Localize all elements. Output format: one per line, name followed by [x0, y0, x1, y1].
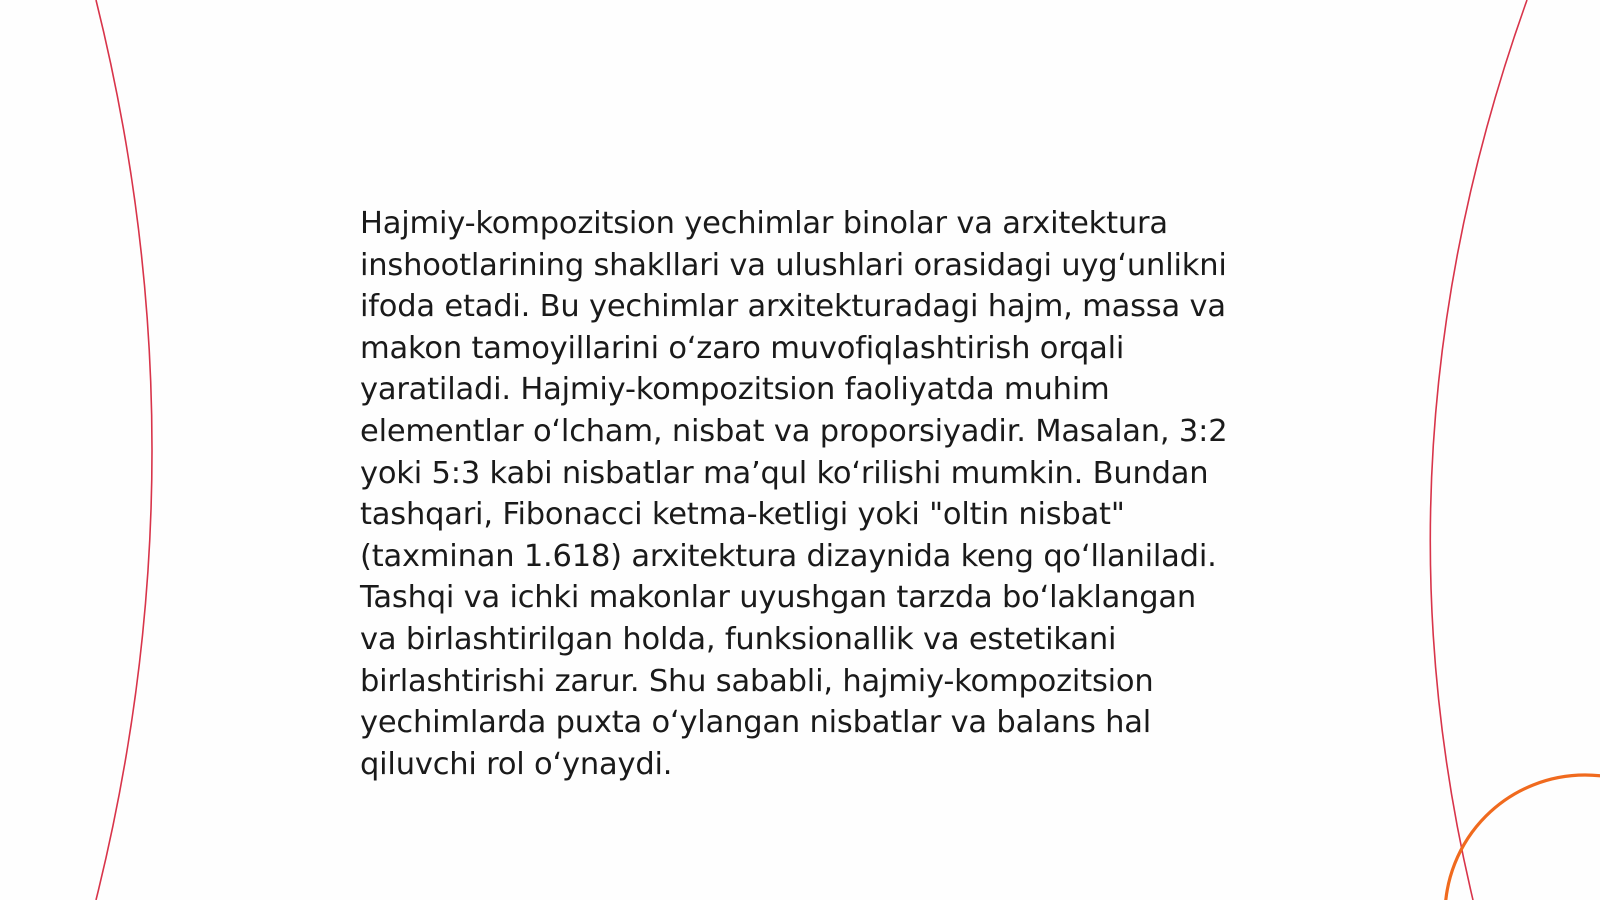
left-arc-curve: [96, 0, 152, 900]
right-arc-curve: [1430, 0, 1527, 900]
body-paragraph: Hajmiy-kompozitsion yechimlar binolar va arxitektura inshootlarining shakllari va ulushlari orasidagi uyg‘unlikni ifoda etadi. Bu yechimlar arxitekturadagi hajm, massa va makon tamoyillarini o‘zaro muvofiqlashtirish orqali yaratiladi. Hajmiy-kompozitsion faoliyatda muhim elementlar o‘lcham, nisbat va proporsiyadir. Masalan, 3:2 yoki 5:3 kabi nisbatlar ma’qul ko‘rilishi mumkin. Bundan tashqari, Fibonacci ketma-ketligi yoki "oltin nisbat" (taxminan 1.618) arxitektura dizaynida keng qo‘llaniladi. Tashqi va ichki makonlar uyushgan tarzda bo‘laklangan va birlashtirilgan holda, funksionallik va estetikani birlashtirishi zarur. Shu sababli, hajmiy-kompozitsion yechimlarda puxta o‘ylangan nisbatlar va balans hal qiluvchi rol o‘ynaydi.: [360, 206, 1228, 782]
